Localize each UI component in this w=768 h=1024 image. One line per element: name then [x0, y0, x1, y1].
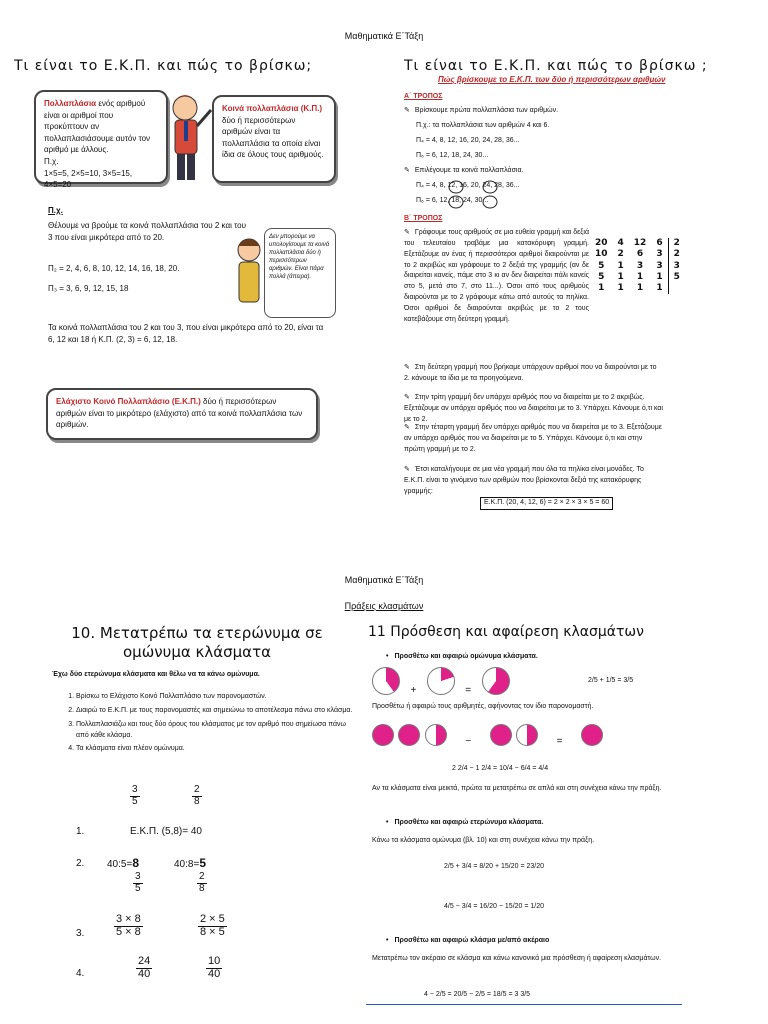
quotient-cell: 1 [617, 260, 624, 271]
row-number-1: 1. [76, 826, 85, 837]
like-fractions-rule: Προσθέτω ή αφαιρώ τους αριθμητές, αφήνοντας τον ίδιο παρονομαστή. [372, 703, 594, 710]
definition-multiples: ενός αριθμού είναι οι αριθμοί που προκύπτουν αν πολλαπλασιάσουμε αυτόν τον αριθμό με άλλους. [44, 99, 151, 155]
definition-box-common-multiples [212, 95, 336, 183]
unlike-addition-equation: 2/5 + 3/4 = 8/20 + 15/20 = 23/20 [444, 863, 545, 870]
pie-one-fifth [427, 667, 455, 695]
page1-header: Μαθηματικά Ε΄Τάξη [344, 31, 424, 41]
lcm-result: Ε.Κ.Π. (20, 4, 12, 6) = 2 × 2 × 3 × 5 = 60 [480, 497, 613, 510]
page2-header: Μαθηματικά Ε΄Τάξη [344, 575, 424, 585]
quotient-cell: 3 [656, 260, 663, 271]
division-b: 40:8=5 [174, 856, 206, 870]
quotient-cell: 1 [617, 271, 624, 282]
section-10-intro: Έχω δύο ετερώνυμα κλάσματα και θέλω να τα κάνω ομώνυμα. [52, 671, 260, 678]
pie-row-1: + = [372, 667, 510, 700]
quotient-cell: 10 [595, 249, 608, 260]
row-number-3: 3. [76, 928, 85, 939]
fraction-b-result: $\frac{10}{40}$ [208, 955, 221, 980]
speech-bubble: Δεν μπορούμε να υπολογίσουμε τα κοινά πολλαπλάσια δύο ή περισσότερων αριθμών. Είναι πάρα πολλά (άπειρα). [264, 228, 336, 318]
like-fractions-equation: 2/5 + 1/5 = 3/5 [588, 677, 634, 684]
example-text: Θέλουμε να βρούμε τα κοινά πολλαπλάσια του 2 και του 3 που είναι μικρότερα από το 20. [48, 221, 246, 243]
quotient-cell: 3 [636, 260, 644, 271]
section-10-title: 10. Μετατρέπω τα ετερώνυμα σε ομώνυμα κλάσματα [71, 624, 323, 661]
row-number-2: 2. [76, 858, 85, 869]
quotient-cell: 20 [595, 238, 608, 248]
division-row [590, 272, 685, 283]
division-row [590, 283, 685, 294]
division-row [590, 261, 685, 272]
fraction-a: $\frac{3}{5}$ [132, 784, 138, 807]
fraction-a-scaled: $\frac{3 \times 8}{5 \times 8}$ [116, 913, 141, 938]
common-multiple-circles [446, 178, 506, 210]
quotient-cell: 6 [656, 238, 663, 248]
quotient-cell: 4 [617, 238, 624, 248]
pie-two-fifths [372, 667, 400, 695]
whole-number-equation: 4 − 2/5 = 20/5 − 2/5 = 18/5 = 3 3/5 [424, 991, 531, 998]
quotient-cell: 1 [636, 283, 644, 293]
step-item: 1. Βρίσκω το Ελάχιστο Κοινό Πολλαπλάσιο των παρονομαστών. [76, 692, 356, 703]
fraction-b: $\frac{2}{8}$ [194, 784, 200, 807]
term-common-multiples: Κοινά πολλαπλάσια (Κ.Π.) [222, 104, 323, 113]
quotient-cell: 1 [656, 283, 663, 293]
unlike-fractions-rule: Κάνω τα κλάσματα ομώνυμα (βλ. 10) και στη συνέχεια κάνω την πράξη. [372, 837, 595, 844]
divisor-cell: 5 [668, 272, 685, 283]
whole-number-rule: Μετατρέπω τον ακέραιο σε κλάσμα και κάνω κανονικά μια πρόσθεση ή αφαίρεση κλασμάτων. [372, 955, 662, 962]
mixed-fraction-note: Αν τα κλάσματα είναι μεικτά, πρώτα τα μετατρέπω σε απλά και στη συνέχεια κάνω την πράξη. [372, 785, 662, 792]
section-11-title: 11 Πρόσθεση και αφαίρεση κλασμάτων [368, 624, 644, 640]
step-item: 3. Πολλαπλασιάζω και τους δύο όρους του κλάσματος με τον αριθμό που σημείωσα πάνω από κάθε κλάσμα. [76, 720, 356, 742]
quotient-cell: 1 [598, 283, 605, 293]
definition-lcm: δύο ή περισσότερων αριθμών είναι το μικρότερο (ελάχιστο) από τα κοινά πολλαπλάσια των αριθμών. [56, 397, 303, 430]
method-b-step3: ✎ Στην τρίτη γραμμή δεν υπάρχει αριθμός που να διαιρείται με το 2 ακριβώς. Εξετάζουμε αν υπάρχει αριθμός που να διαιρείται με το 3. Υπάρχει. Κάνουμε ό,τι και με το 2. [404, 393, 664, 426]
method-a-multiples-6: Π₆ = 6, 12, 18, 24, 30... [416, 152, 489, 159]
method-a-step2: ✎ Επιλέγουμε τα κοινά πολλαπλάσια. [404, 166, 523, 177]
student-illustration [234, 228, 264, 318]
method-b-step2: ✎ Στη δεύτερη γραμμή που βρήκαμε υπάρχουν αριθμοί που να διαιρούνται με το 2. κάνουμε τα ίδια με τα προηγούμενα. [404, 363, 664, 385]
definition-common-multiples: δύο ή περισσότερων αριθμών είναι τα πολλαπλάσια τα οποία είναι ίδια σε όλους τους αριθμούς. [222, 115, 324, 160]
method-b-step1: ✎ Γράφουμε τους αριθμούς σε μια ευθεία γραμμή και δεξιά του τελευταίου τραβάμε μια κατακόρυφη γραμμή. Εξετάζουμε αν ένας ή περισσότεροι αριθμοί διαιρούνται με το 2 ακριβώς και γράφουμε το 2 δεξιά της γραμμής (αν δε διαιρείται κανείς, πάμε στο 3 κι αν δεν διαιρείται πάλι κανείς στο 5, μετά στο 7, στο 11...). Όσοι από τους αριθμούς διαιρούνται με το 2 γράφουμε κάτω από αυτούς τα πηλίκα. Όσοι αριθμοί δε διαιρούνται ακριβώς με το 2 τους κατεβάζουμε στη δεύτερη γραμμή. [404, 228, 589, 326]
section-10-steps [62, 692, 356, 758]
division-a: 40:5=8 [107, 856, 139, 870]
footer-rule [366, 1004, 682, 1005]
pie-row-2: − = [372, 724, 603, 751]
quotient-cell: 1 [617, 283, 624, 293]
rule-like-fractions: • Προσθέτω και αφαιρώ ομώνυμα κλάσματα. [386, 652, 538, 663]
rule-whole-number: • Προσθέτω και αφαιρώ κλάσμα με/από ακέραιο [386, 936, 549, 947]
example-line: 1×5=5, 2×5=10, 3×5=15, 4×5=20 [44, 168, 133, 190]
multiples-of-2: Π₂ = 2, 4, 6, 8, 10, 12, 14, 16, 18, 20. [48, 264, 180, 273]
pie-whole [490, 724, 512, 746]
division-row [590, 238, 685, 249]
lcm-5-8: Ε.Κ.Π. (5,8)= 40 [130, 826, 202, 837]
method-b-step4: ✎ Στην τέταρτη γραμμή δεν υπάρχει αριθμός που να διαιρείται με το 3. Εξετάζουμε αν υπάρχει αριθμός που να διαιρείται με το 5. Υπάρχει. Κάνουμε ό,τι και στην πρώτη γραμμή με το 2. [404, 423, 664, 456]
term-lcm: Ελάχιστο Κοινό Πολλαπλάσιο (Ε.Κ.Π.) [56, 397, 201, 406]
rule-unlike-fractions: • Προσθέτω και αφαιρώ ετερώνυμα κλάσματα. [386, 818, 543, 829]
teacher-illustration [163, 88, 213, 188]
quotient-cell: 1 [636, 271, 644, 282]
quotient-cell: 12 [633, 238, 647, 248]
method-subtitle: Πώς βρίσκουμε το Ε.Κ.Π. των δύο ή περισσότερων αριθμών [438, 75, 666, 84]
definition-box-lcm [46, 388, 318, 440]
division-row [590, 249, 685, 260]
fraction-b-scaled: $\frac{2 \times 5}{8 \times 5}$ [200, 913, 225, 938]
step-item: 4. Τα κλάσματα είναι πλέον ομώνυμα. [76, 744, 356, 755]
method-a-heading: Α΄ ΤΡΟΠΟΣ [404, 93, 443, 100]
example-label: Π.χ. [44, 156, 59, 166]
page2-subheader: Πράξεις κλασμάτων [344, 601, 424, 611]
term-multiples: Πολλαπλάσια [44, 99, 97, 108]
quotient-cell: 5 [598, 271, 605, 282]
pie-half [425, 724, 447, 746]
divisor-cell: 3 [668, 261, 685, 272]
pie-three-fifths [482, 667, 510, 695]
pie-whole [398, 724, 420, 746]
definition-box-multiples [34, 90, 168, 190]
fraction-a-result: $\frac{24}{40}$ [138, 955, 151, 980]
method-b-heading: Β΄ ΤΡΟΠΟΣ [404, 215, 443, 222]
page1-right-title: Τι είναι το Ε.Κ.Π. και πώς το βρίσκω ; [404, 58, 708, 74]
division-table [590, 238, 685, 294]
divisor-cell: 2 [668, 238, 685, 249]
quotient-cell: 1 [656, 271, 663, 282]
example-heading: Π.χ. [48, 206, 63, 215]
quotient-cell: 3 [656, 249, 663, 260]
divisor-cell [668, 283, 685, 294]
fraction-a-repeat: $\frac{3}{5}$ [135, 871, 141, 894]
page1-left-title: Τι είναι το Ε.Κ.Π. και πώς το βρίσκω; [14, 58, 313, 74]
fraction-b-repeat: $\frac{2}{8}$ [199, 871, 205, 894]
quotient-cell: 5 [598, 260, 605, 271]
divisor-cell: 2 [668, 249, 685, 260]
method-b-step5: ✎ Έτσι καταλήγουμε σε μια νέα γραμμή που όλα τα πηλίκα είναι μονάδες. Το Ε.Κ.Π. είναι το γινόμενο των αριθμών που βρίσκονται δεξιά της κατακόρυφης γραμμής: [404, 465, 664, 498]
row-number-4: 4. [76, 968, 85, 979]
method-a-multiples-4: Π₄ = 4, 8, 12, 16, 20, 24, 28, 36... [416, 137, 520, 144]
method-a-common-4: Π₄ = 4, 8, 12, 16, 20, 24, 28, 36... [416, 182, 520, 189]
step-item: 2. Διαιρώ το Ε.Κ.Π. με τους παρονομαστές και σημειώνω το αποτέλεσμα πάνω στο κλάσμα. [76, 706, 356, 717]
pie-whole [581, 724, 603, 746]
common-multiples-conclusion: Τα κοινά πολλαπλάσια του 2 και του 3, που είναι μικρότερα από το 20, είναι τα 6, 12 και 18 ή Κ.Π. (2, 3) = 6, 12, 18. [48, 323, 324, 345]
quotient-cell: 6 [636, 249, 644, 260]
unlike-subtraction-equation: 4/5 − 3/4 = 16/20 − 15/20 = 1/20 [444, 903, 545, 910]
multiples-of-3: Π₃ = 3, 6, 9, 12, 15, 18 [48, 284, 129, 293]
mixed-fraction-equation: 2 2/4 − 1 2/4 = 10/4 − 6/4 = 4/4 [452, 765, 549, 772]
pie-whole [372, 724, 394, 746]
quotient-cell: 2 [617, 249, 624, 260]
method-a-example: Π.χ.: τα πολλαπλάσια των αριθμών 4 και 6. [416, 122, 550, 129]
pie-half [516, 724, 538, 746]
method-a-common-6: Π₆ = 6, 12, 18, 24, 30... [416, 197, 489, 204]
method-a-step1: ✎ Βρίσκουμε πρώτα πολλαπλάσια των αριθμών. [404, 106, 558, 117]
